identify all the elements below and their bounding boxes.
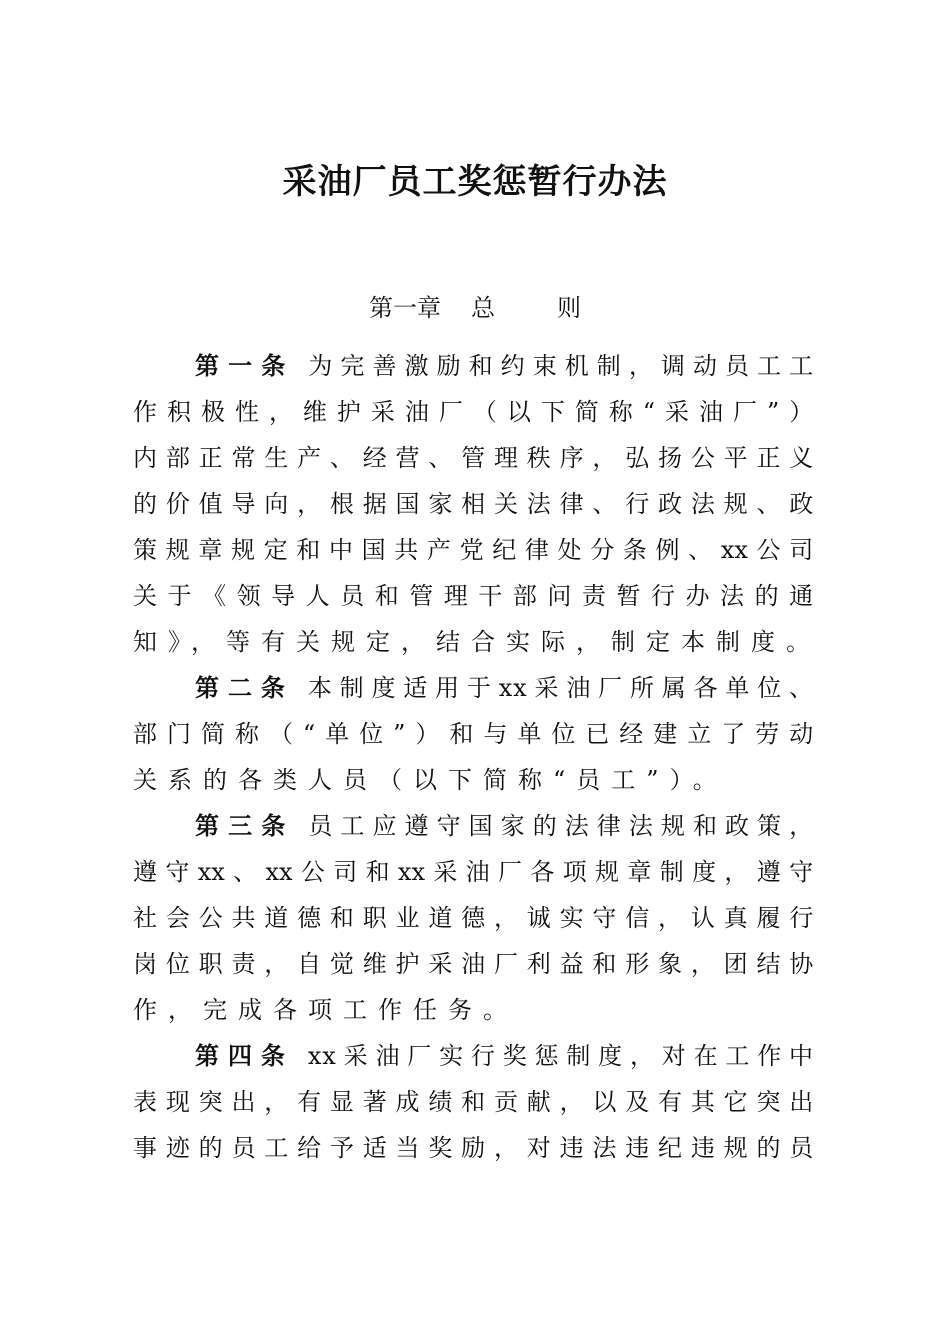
article-text: 为完善激励和约束机制，调动员工工 bbox=[308, 352, 813, 380]
article-text: 关于《领导人员和管理干部问责暂行办法的通 bbox=[133, 582, 813, 610]
article-text: 的价值导向，根据国家相关法律、行政法规、政 bbox=[133, 490, 813, 518]
article-text: 关 系 的 各 类 人 员 （ 以 下 简 称 “ 员 工 ” ） 。 bbox=[133, 766, 717, 794]
article-text: 作积极性，维护采油厂（以下简称“采油厂”） bbox=[133, 398, 813, 426]
article-line bbox=[133, 1125, 813, 1171]
article-text: 本制度适用于xx采油厂所属各单位、 bbox=[307, 674, 813, 702]
article-label: 第三条 bbox=[195, 812, 295, 840]
article-line bbox=[133, 389, 813, 435]
article-label: 第四条 bbox=[195, 1042, 294, 1070]
article-text: 遵守xx、xx公司和xx采油厂各项规章制度，遵守 bbox=[133, 858, 813, 886]
chapter-heading bbox=[0, 288, 950, 328]
article-line bbox=[133, 619, 813, 665]
article-line bbox=[133, 941, 813, 987]
article-text: 表现突出，有显著成绩和贡献，以及有其它突出 bbox=[133, 1088, 813, 1116]
article-2 bbox=[133, 665, 813, 803]
article-text: xx采油厂实行奖惩制度，对在工作中 bbox=[307, 1042, 813, 1070]
article-4 bbox=[133, 1033, 813, 1171]
article-text: 员工应遵守国家的法律法规和政策， bbox=[308, 812, 813, 840]
article-3 bbox=[133, 803, 813, 1033]
chapter-name-part2: 则 bbox=[557, 294, 581, 322]
article-line bbox=[133, 757, 813, 803]
chapter-number: 第一章 bbox=[369, 294, 441, 322]
article-line bbox=[133, 711, 813, 757]
article-label: 第二条 bbox=[195, 674, 294, 702]
article-text: 作 ， 完 成 各 项 工 作 任 务 。 bbox=[133, 996, 507, 1024]
article-line bbox=[133, 573, 813, 619]
article-line bbox=[133, 665, 813, 711]
article-line bbox=[133, 481, 813, 527]
article-line bbox=[133, 849, 813, 895]
article-text: 内部正常生产、经营、管理秩序，弘扬公平正义 bbox=[133, 444, 813, 472]
article-line bbox=[133, 435, 813, 481]
article-line bbox=[133, 803, 813, 849]
document-body bbox=[133, 343, 813, 1171]
article-line bbox=[133, 1033, 813, 1079]
article-text: 事迹的员工给予适当奖励，对违法违纪违规的员 bbox=[133, 1134, 813, 1162]
article-line bbox=[133, 987, 813, 1033]
article-text: 知 》 ， 等 有 关 规 定 ， 结 合 实 际 ， 制 定 本 制 度 。 bbox=[133, 628, 810, 656]
document-title: 采油厂员工奖惩暂行办法 bbox=[282, 162, 668, 202]
article-text: 策规章规定和中国共产党纪律处分条例、xx公司 bbox=[133, 536, 813, 564]
article-text: 社会公共道德和职业道德，诚实守信，认真履行 bbox=[133, 904, 813, 932]
article-text: 岗位职责，自觉维护采油厂利益和形象，团结协 bbox=[133, 950, 813, 978]
chapter-name-part1: 总 bbox=[471, 294, 495, 322]
article-label: 第一条 bbox=[195, 352, 295, 380]
article-text: 部门简称（“单位”）和与单位已经建立了劳动 bbox=[133, 720, 813, 748]
article-line bbox=[133, 1079, 813, 1125]
article-line bbox=[133, 895, 813, 941]
article-line bbox=[133, 343, 813, 389]
article-1 bbox=[133, 343, 813, 665]
article-line bbox=[133, 527, 813, 573]
